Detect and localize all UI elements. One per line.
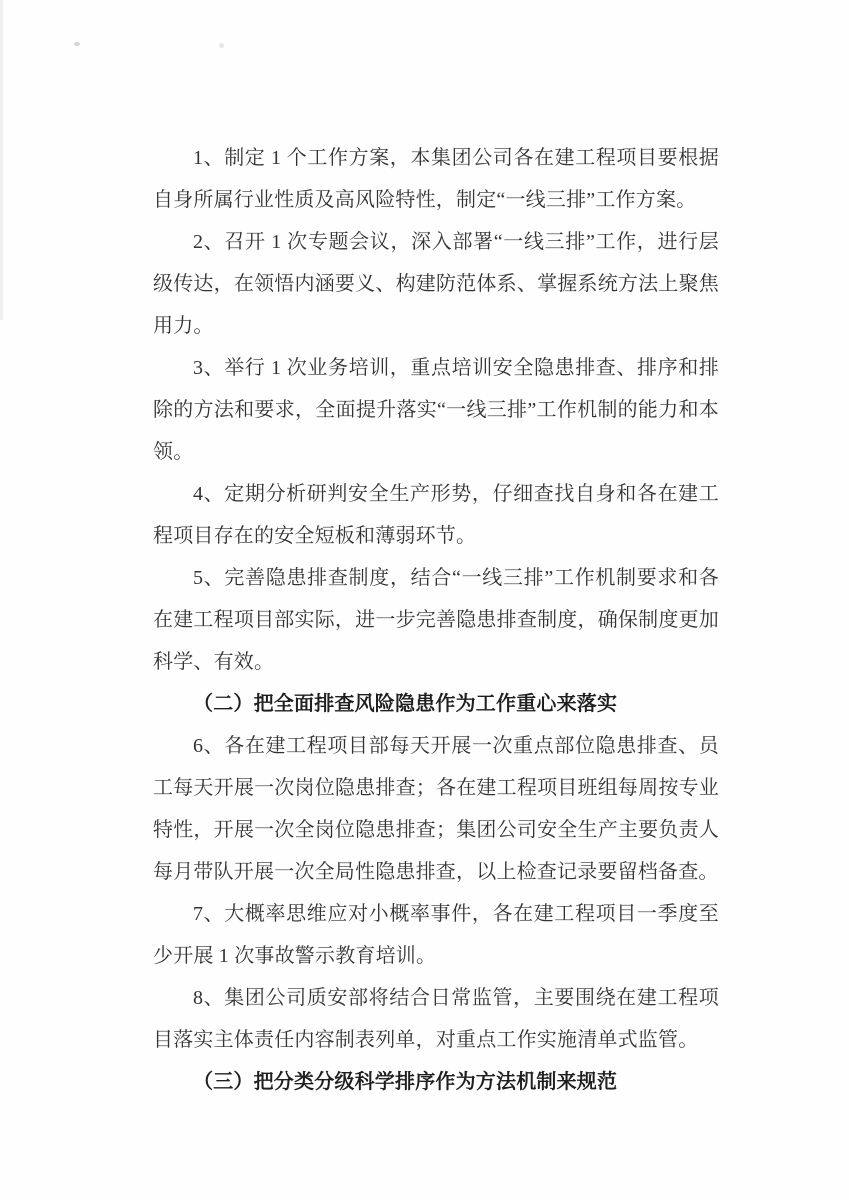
scan-speck xyxy=(74,42,80,46)
body-paragraph-1: 1、制定 1 个工作方案，本集团公司各在建工程项目要根据自身所属行业性质及高风险特性，制定“一线三排”工作方案。 xyxy=(153,147,719,211)
scan-edge-artifact xyxy=(0,0,3,320)
body-paragraph-5: 5、完善隐患排查制度，结合“一线三排”工作机制要求和各在建工程项目部实际，进一步完善隐患排查制度，确保制度更加科学、有效。 xyxy=(153,567,719,673)
document-body xyxy=(153,137,719,1103)
section-heading-3: （三）把分类分级科学排序作为方法机制来规范 xyxy=(193,1071,618,1093)
body-paragraph-2: 2、召开 1 次专题会议，深入部署“一线三排”工作，进行层级传达，在领悟内涵要义、构建防范体系、掌握系统方法上聚焦用力。 xyxy=(153,231,719,337)
scan-speck xyxy=(219,43,224,48)
body-paragraph-8: 8、集团公司质安部将结合日常监管，主要围绕在建工程项目落实主体责任内容制表列单，对重点工作实施清单式监管。 xyxy=(153,987,719,1051)
body-paragraph-6: 6、各在建工程项目部每天开展一次重点部位隐患排查、员工每天开展一次岗位隐患排查；各在建工程项目班组每周按专业特性，开展一次全岗位隐患排查；集团公司安全生产主要负责人每月带队开展一次全局性隐患排查，以上检查记录要留档备查。 xyxy=(153,735,719,883)
body-paragraph-4: 4、定期分析研判安全生产形势，仔细查找自身和各在建工程项目存在的安全短板和薄弱环节。 xyxy=(153,483,719,547)
body-paragraph-3: 3、举行 1 次业务培训，重点培训安全隐患排查、排序和排除的方法和要求，全面提升落实“一线三排”工作机制的能力和本领。 xyxy=(153,357,719,463)
section-heading-2: （二）把全面排查风险隐患作为工作重心来落实 xyxy=(193,693,618,715)
body-paragraph-7: 7、大概率思维应对小概率事件，各在建工程项目一季度至少开展 1 次事故警示教育培训。 xyxy=(153,903,719,967)
